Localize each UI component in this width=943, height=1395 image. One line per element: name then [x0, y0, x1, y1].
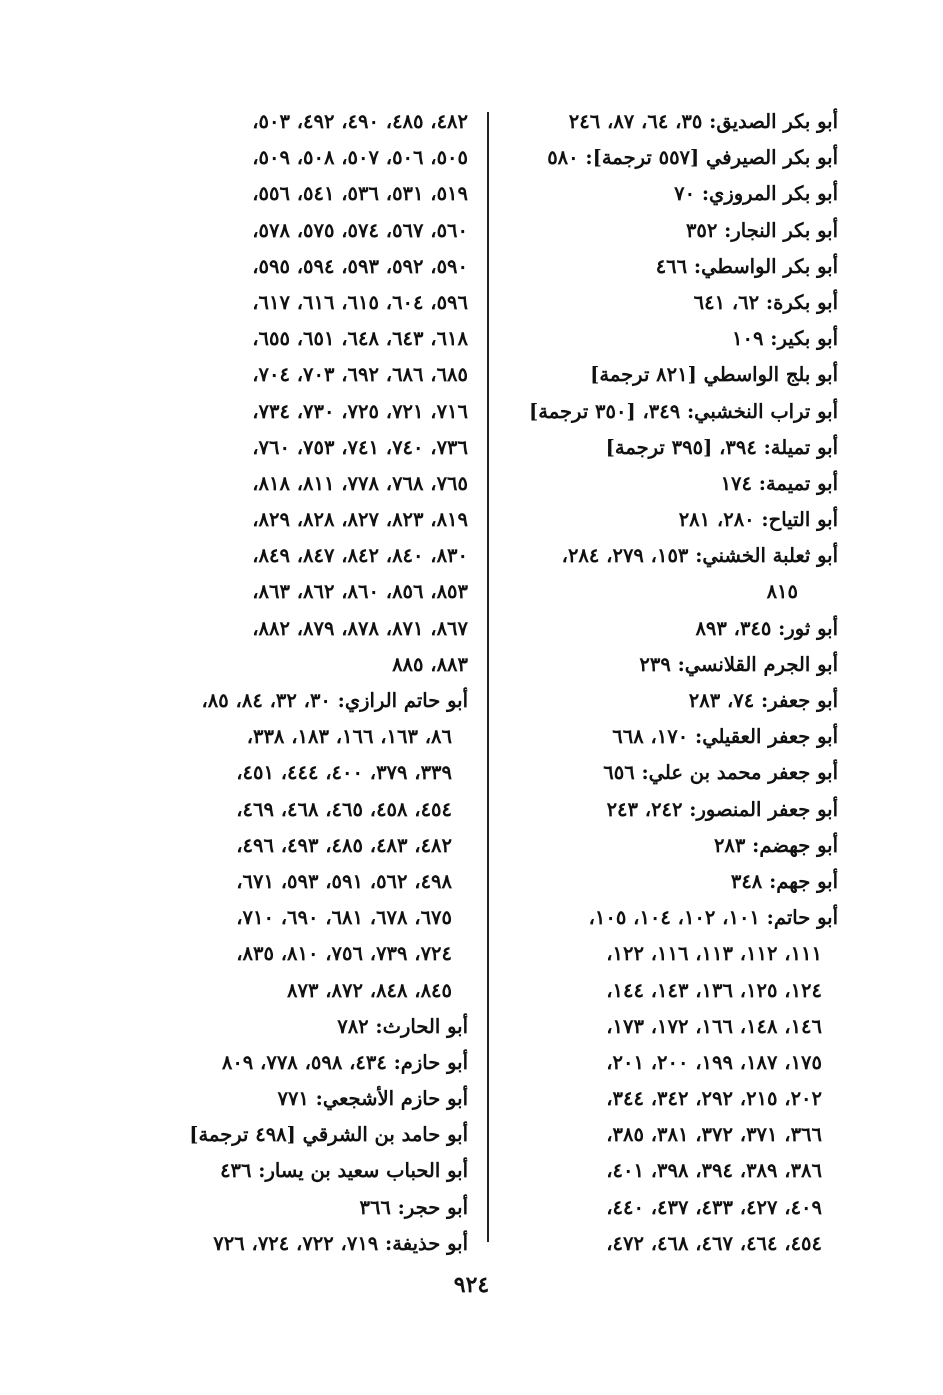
index-entry-line: ٧٣٦، ٧٤٠، ٧٤١، ٧٥٣، ٧٦٠، — [252, 435, 468, 459]
index-entry-line: ٨٥٣، ٨٥٦، ٨٦٠، ٨٦٢، ٨٦٣، — [252, 580, 468, 604]
index-entry-line: أبو حجر: ٣٦٦ — [359, 1195, 468, 1219]
column-divider — [487, 112, 489, 1242]
index-entry-line: ٨٣٠، ٨٤٠، ٨٤٢، ٨٤٧، ٨٤٩، — [252, 544, 468, 568]
index-entry-line: أبو الحباب سعيد بن يسار: ٤٣٦ — [220, 1159, 468, 1183]
index-entry-line: ٤٠٩، ٤٢٧، ٤٣٣، ٤٣٧، ٤٤٠، — [606, 1195, 822, 1219]
index-entry-line: ١١١، ١١٢، ١١٣، ١١٦، ١٢٢، — [606, 942, 822, 966]
index-entry-line: أبو حامد بن الشرقي [٤٩٨ ترجمة] — [189, 1123, 468, 1147]
index-entry-line: أبو بكر النجار: ٣٥٢ — [685, 218, 838, 242]
index-entry-line: أبو جعفر محمد بن علي: ٦٥٦ — [603, 761, 838, 785]
index-entry-line: ٨٦٧، ٨٧١، ٨٧٨، ٨٧٩، ٨٨٢، — [252, 616, 468, 640]
index-entry-line: ٥٦٠، ٥٦٧، ٥٧٤، ٥٧٥، ٥٧٨، — [252, 218, 468, 242]
index-entry-line: أبو تراب النخشبي: ٣٤٩، [٣٥٠ ترجمة] — [529, 399, 838, 423]
index-entry-line: أبو حازم الأشجعي: ٧٧١ — [277, 1087, 468, 1111]
index-entry-line: ٥١٩، ٥٣١، ٥٣٦، ٥٤١، ٥٥٦، — [252, 182, 468, 206]
index-entry-line: أبو جهم: ٣٤٨ — [730, 869, 838, 893]
index-entry-line: أبو حذيفة: ٧١٩، ٧٢٢، ٧٢٤، ٧٢٦ — [213, 1231, 468, 1255]
index-entry-line: ٥٠٥، ٥٠٦، ٥٠٧، ٥٠٨، ٥٠٩، — [252, 146, 468, 170]
index-entry-line: أبو حاتم: ١٠١، ١٠٢، ١٠٤، ١٠٥، — [588, 906, 838, 930]
index-entry-line: ٤٥٤، ٤٥٨، ٤٦٥، ٤٦٨، ٤٦٩، — [236, 797, 452, 821]
index-entry-line: ٤٨٢، ٤٨٥، ٤٩٠، ٤٩٢، ٥٠٣، — [252, 110, 468, 133]
index-entry-line: أبو بكير: ١٠٩ — [732, 327, 838, 351]
index-entry-line: أبو بلج الواسطي [٨٢١ ترجمة] — [590, 363, 838, 387]
index-entry-line: أبو الحارث: ٧٨٢ — [337, 1014, 468, 1038]
index-entry-line: ٨١٩، ٨٢٣، ٨٢٧، ٨٢٨، ٨٢٩، — [252, 508, 468, 532]
index-entry-line: أبو حازم: ٤٣٤، ٥٩٨، ٧٧٨، ٨٠٩ — [221, 1050, 468, 1074]
index-entry-line: ٣٦٦، ٣٧١، ٣٧٢، ٣٨١، ٣٨٥، — [606, 1123, 822, 1147]
index-entry-line: ٥٩٦، ٦٠٤، ٦١٥، ٦١٦، ٦١٧، — [252, 290, 468, 314]
index-entry-line: أبو بكر المروزي: ٧٠ — [674, 182, 838, 206]
index-entry-line: ٦٨٥، ٦٨٦، ٦٩٢، ٧٠٣، ٧٠٤، — [252, 363, 468, 387]
index-entry-line: أبو تميلة: ٣٩٤، [٣٩٥ ترجمة] — [605, 435, 838, 459]
index-entry-line: أبو جعفر العقيلي: ١٧٠، ٦٦٨ — [612, 725, 838, 749]
index-entry-line: أبو جعفر المنصور: ٢٤٢، ٢٤٣ — [606, 797, 838, 821]
index-entry-line: ٧٦٥، ٧٦٨، ٧٧٨، ٨١١، ٨١٨، — [252, 471, 468, 495]
index-column-right — [500, 104, 838, 1262]
index-entry-line: أبو بكر الصيرفي [٥٥٧ ترجمة]: ٥٨٠ — [547, 146, 838, 170]
page-number: ٩٢٤ — [453, 1272, 490, 1298]
index-entry-line: ٤٨٢، ٤٨٣، ٤٨٥، ٤٩٣، ٤٩٦، — [236, 833, 452, 857]
index-entry-line: ٥٩٠، ٥٩٢، ٥٩٣، ٥٩٤، ٥٩٥، — [252, 254, 468, 278]
index-entry-line: ٨٨٣، ٨٨٥ — [392, 652, 468, 676]
index-entry-line: ٤٥٤، ٤٦٤، ٤٦٧، ٤٦٨، ٤٧٢، — [606, 1231, 822, 1255]
index-entry-line: أبو بكر الصديق: ٣٥، ٦٤، ٨٧، ٢٤٦ — [568, 110, 838, 133]
index-entry-line: أبو ثعلبة الخشني: ١٥٣، ٢٧٩، ٢٨٤، — [561, 544, 838, 568]
index-column-left — [120, 104, 468, 1262]
index-entry-line: أبو جهضم: ٢٨٣ — [713, 833, 838, 857]
index-entry-line: أبو تميمة: ١٧٤ — [720, 471, 838, 495]
index-entry-line: ٨٦، ١٦٣، ١٦٦، ١٨٣، ٣٣٨، — [246, 725, 452, 749]
index-entry-line: ٦١٨، ٦٤٣، ٦٤٨، ٦٥١، ٦٥٥، — [252, 327, 468, 351]
index-entry-line: ٤٩٨، ٥٦٢، ٥٩١، ٥٩٣، ٦٧١، — [236, 869, 452, 893]
index-entry-line: ٨١٥ — [766, 580, 798, 604]
index-entry-line: ٨٤٥، ٨٤٨، ٨٧٢، ٨٧٣ — [287, 978, 452, 1002]
index-entry-line: ٣٣٩، ٣٧٩، ٤٠٠، ٤٤٤، ٤٥١، — [236, 761, 452, 785]
index-entry-line: أبو التياح: ٢٨٠، ٢٨١ — [678, 508, 838, 532]
index-entry-line: ١٢٤، ١٢٥، ١٣٦، ١٤٣، ١٤٤، — [606, 978, 822, 1002]
index-entry-line: أبو ثور: ٣٤٥، ٨٩٣ — [695, 616, 838, 640]
index-entry-line: أبو الجرم القلانسي: ٢٣٩ — [639, 652, 838, 676]
index-entry-line: ١٧٥، ١٨٧، ١٩٩، ٢٠٠، ٢٠١، — [606, 1050, 822, 1074]
index-entry-line: أبو جعفر: ٧٤، ٢٨٣ — [688, 689, 838, 712]
index-entry-line: أبو بكرة: ٦٢، ٦٤١ — [693, 290, 838, 314]
index-entry-line: ٢٠٢، ٢١٥، ٢٩٢، ٣٤٢، ٣٤٤، — [606, 1087, 822, 1111]
index-entry-line: ٧١٦، ٧٢١، ٧٢٥، ٧٣٠، ٧٣٤، — [252, 399, 468, 423]
index-entry-line: ٦٧٥، ٦٧٨، ٦٨١، ٦٩٠، ٧١٠، — [236, 906, 452, 930]
index-entry-line: ٣٨٦، ٣٨٩، ٣٩٤، ٣٩٨، ٤٠١، — [606, 1159, 822, 1183]
index-entry-line: ٧٢٤، ٧٣٩، ٧٥٦، ٨١٠، ٨٣٥، — [236, 942, 452, 966]
index-entry-line: ١٤٦، ١٤٨، ١٦٦، ١٧٢، ١٧٣، — [606, 1014, 822, 1038]
index-entry-line: أبو حاتم الرازي: ٣٠، ٣٢، ٨٤، ٨٥، — [201, 689, 468, 712]
index-entry-line: أبو بكر الواسطي: ٤٦٦ — [655, 254, 838, 278]
